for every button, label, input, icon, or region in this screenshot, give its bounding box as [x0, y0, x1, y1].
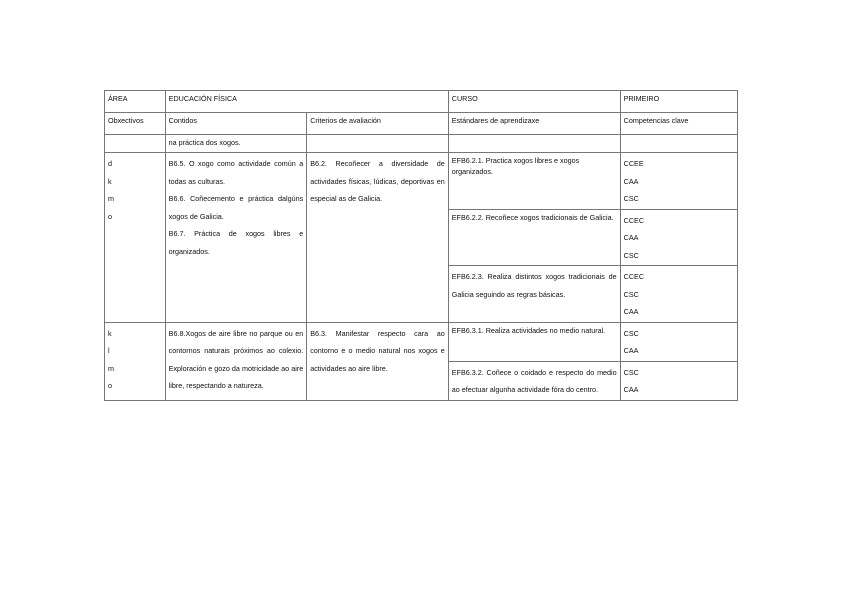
competencia-item: CAA — [623, 346, 639, 355]
area-value: EDUCACIÓN FÍSICA — [165, 91, 448, 113]
competencia-item: CSC — [623, 328, 639, 338]
standard-competencias — [620, 266, 737, 323]
curso-label: CURSO — [448, 91, 620, 113]
col-header-criterios: Criterios de avaliación — [307, 113, 449, 135]
obxectivo-item: o — [108, 381, 112, 390]
standard-text: EFB6.2.1. Practica xogos libres e xogos organizados. — [448, 153, 620, 210]
competencia-item: CAA — [623, 233, 639, 242]
obxectivo-item: k — [108, 176, 112, 186]
col-header-obxectivos: Obxectivos — [105, 113, 166, 135]
block2-obxectivos — [105, 322, 166, 400]
obxectivo-item: d — [108, 159, 112, 168]
standard-competencias — [620, 322, 737, 361]
standard-competencias — [620, 209, 737, 266]
contido-item: B6.8.Xogos de aire libre no parque ou en contornos naturais próximos ao colexio. Exploración e gozo da motricidade ao aire libre, respectando a natureza. — [168, 328, 304, 390]
competencia-item: CCEC — [623, 272, 645, 281]
contido-item: B6.7. Práctica de xogos libres e organizados. — [168, 229, 304, 256]
obxectivo-item: k — [108, 328, 112, 338]
contido-item: B6.5. O xogo como actividade común a todas as culturas. — [168, 159, 304, 186]
header-row — [105, 91, 738, 113]
standard-text: EFB6.2.3. Realiza distintos xogos tradicionais de Galicia seguindo as regras básicas. — [448, 266, 620, 323]
empty-cell — [448, 135, 620, 153]
block1-criterio: B6.2. Recoñecer a diversidade de actividades físicas, lúdicas, deportivas en especial as de Galicia. — [307, 153, 449, 323]
block2-contidos — [165, 322, 307, 400]
obxectivo-item: o — [108, 211, 112, 221]
competencia-item: CSC — [623, 289, 639, 299]
col-header-contidos: Contidos — [165, 113, 307, 135]
continuation-contidos: na práctica dos xogos. — [165, 135, 307, 153]
contido-item: B6.6. Coñecemento e práctica dalgúns xogos de Galicia. — [168, 194, 304, 221]
competencia-item: CSC — [623, 250, 639, 260]
standard-competencias — [620, 361, 737, 400]
block2-criterio: B6.3. Manifestar respecto cara ao contorno e o medio natural nos xogos e actividades ao aire libre. — [307, 322, 449, 400]
standard-competencias — [620, 153, 737, 210]
standard-text: EFB6.3.2. Coñece o coidado e respecto do medio ao efectuar algunha actividade fóra do centro. — [448, 361, 620, 400]
block1-obxectivos — [105, 153, 166, 323]
block1-contidos — [165, 153, 307, 323]
empty-cell — [307, 135, 449, 153]
competencia-item: CAA — [623, 385, 639, 394]
empty-cell — [105, 135, 166, 153]
col-header-estandares: Estándares de aprendizaxe — [448, 113, 620, 135]
obxectivo-item: l — [108, 346, 110, 355]
competencia-item: CCEC — [623, 215, 645, 225]
block2-row-1 — [105, 322, 738, 361]
competencia-item: CSC — [623, 194, 639, 203]
competencia-item: CAA — [623, 307, 639, 316]
competencia-item: CAA — [623, 176, 639, 186]
curriculum-table — [104, 90, 738, 401]
competencia-item: CCEE — [623, 159, 644, 168]
area-label: ÁREA — [105, 91, 166, 113]
curso-value: PRIMEIRO — [620, 91, 737, 113]
column-header-row — [105, 113, 738, 135]
empty-cell — [620, 135, 737, 153]
col-header-competencias: Competencias clave — [620, 113, 737, 135]
standard-text: EFB6.3.1. Realiza actividades no medio natural. — [448, 322, 620, 361]
standard-text: EFB6.2.2. Recoñece xogos tradicionais de Galicia. — [448, 209, 620, 266]
obxectivo-item: m — [108, 363, 114, 373]
block1-row-1 — [105, 153, 738, 210]
competencia-item: CSC — [623, 367, 639, 377]
continuation-row — [105, 135, 738, 153]
obxectivo-item: m — [108, 194, 114, 203]
